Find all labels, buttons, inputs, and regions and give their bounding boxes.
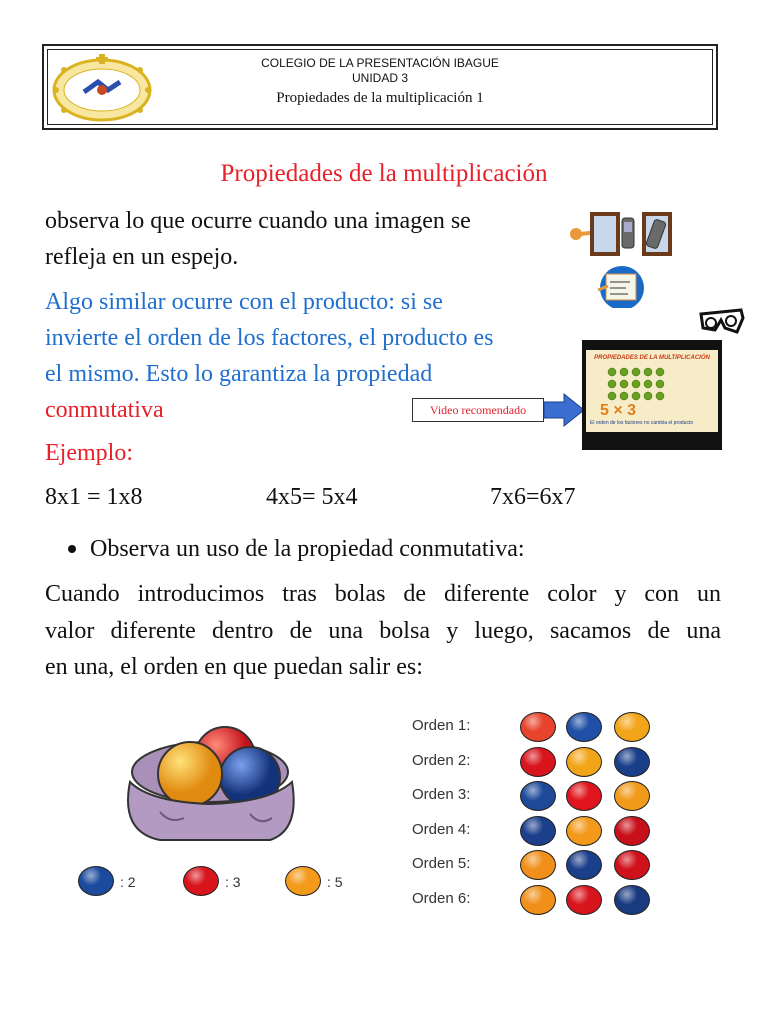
- intro-line-1: observa lo que ocurre cuando una imagen se: [45, 208, 471, 234]
- thumbnail-title: PROPIEDADES DE LA MULTIPLICACIÓN: [594, 355, 710, 361]
- order-1-ball-2: [566, 712, 602, 742]
- intro-line-2: refleja en un espejo.: [45, 244, 239, 270]
- order-2-ball-3: [614, 747, 650, 777]
- value-label-1: : 2: [120, 874, 136, 890]
- order-5-ball-1: [520, 850, 556, 880]
- value-label-3: : 5: [327, 874, 343, 890]
- example-2: 4x5= 5x4: [266, 484, 358, 510]
- order-label-4: Orden 4:: [412, 820, 471, 838]
- arrow-right-icon: [544, 392, 586, 428]
- header-subject: Propiedades de la multiplicación 1: [276, 90, 484, 106]
- order-1-ball-1: [520, 712, 556, 742]
- order-6-ball-3: [614, 885, 650, 915]
- example-heading: Ejemplo:: [45, 440, 133, 466]
- page-title: Propiedades de la multiplicación: [220, 160, 548, 187]
- paragraph-line-3: en una, el orden en que puedan salir es:: [45, 654, 423, 680]
- school-name: COLEGIO DE LA PRESENTACIÓN IBAGUE: [261, 56, 499, 70]
- order-6-ball-2: [566, 885, 602, 915]
- order-5-ball-2: [566, 850, 602, 880]
- video-recommended-label: Video recomendado: [412, 398, 544, 422]
- order-label-5: Orden 5:: [412, 855, 471, 872]
- bullet-dot: [68, 545, 76, 553]
- example-1: 8x1 = 1x8: [45, 484, 143, 510]
- order-5-ball-3: [614, 850, 650, 880]
- order-3-ball-1: [520, 781, 556, 811]
- order-label-6: Orden 6:: [412, 889, 471, 907]
- bullet-text: Observa un uso de la propiedad conmutativa:: [90, 536, 525, 562]
- order-label-3: Orden 3:: [412, 786, 471, 803]
- paragraph-line-1: Cuando introducimos tras bolas de diferente color y con un: [45, 581, 721, 607]
- 3d-glasses-icon: [697, 306, 747, 336]
- order-label-2: Orden 2:: [412, 751, 471, 769]
- similar-line-3: el mismo. Esto lo garantiza la propiedad: [45, 361, 433, 387]
- order-1-ball-3: [614, 712, 650, 742]
- video-thumbnail[interactable]: [582, 340, 722, 450]
- order-2-ball-1: [520, 747, 556, 777]
- value-ball-1: [78, 866, 114, 896]
- similar-line-1: Algo similar ocurre con el producto: si se: [45, 289, 443, 315]
- school-logo: [50, 52, 154, 124]
- thumbnail-caption: El orden de los factores no cambia el producto: [590, 420, 694, 426]
- order-2-ball-2: [566, 747, 602, 777]
- unit-label: UNIDAD 3: [351, 71, 408, 85]
- thumbnail-expression: 5 × 3: [600, 402, 637, 419]
- property-name: conmutativa: [45, 397, 164, 423]
- order-3-ball-2: [566, 781, 602, 811]
- order-4-ball-2: [566, 816, 602, 846]
- paragraph-line-2: valor diferente dentro de una bolsa y luego, sacamos de una: [45, 618, 721, 644]
- order-4-ball-1: [520, 816, 556, 846]
- value-label-2: : 3: [225, 874, 241, 890]
- example-3: 7x6=6x7: [490, 484, 576, 510]
- similar-line-2: invierte el orden de los factores, el producto es: [45, 325, 494, 351]
- mirror-phones-illustration: [566, 208, 676, 308]
- order-3-ball-3: [614, 781, 650, 811]
- value-ball-3: [285, 866, 321, 896]
- bag-with-balls-illustration: [100, 722, 310, 852]
- order-6-ball-1: [520, 885, 556, 915]
- value-ball-2: [183, 866, 219, 896]
- video-thumbnail-screen: [586, 350, 718, 432]
- order-label-1: Orden 1:: [412, 717, 471, 734]
- order-4-ball-3: [614, 816, 650, 846]
